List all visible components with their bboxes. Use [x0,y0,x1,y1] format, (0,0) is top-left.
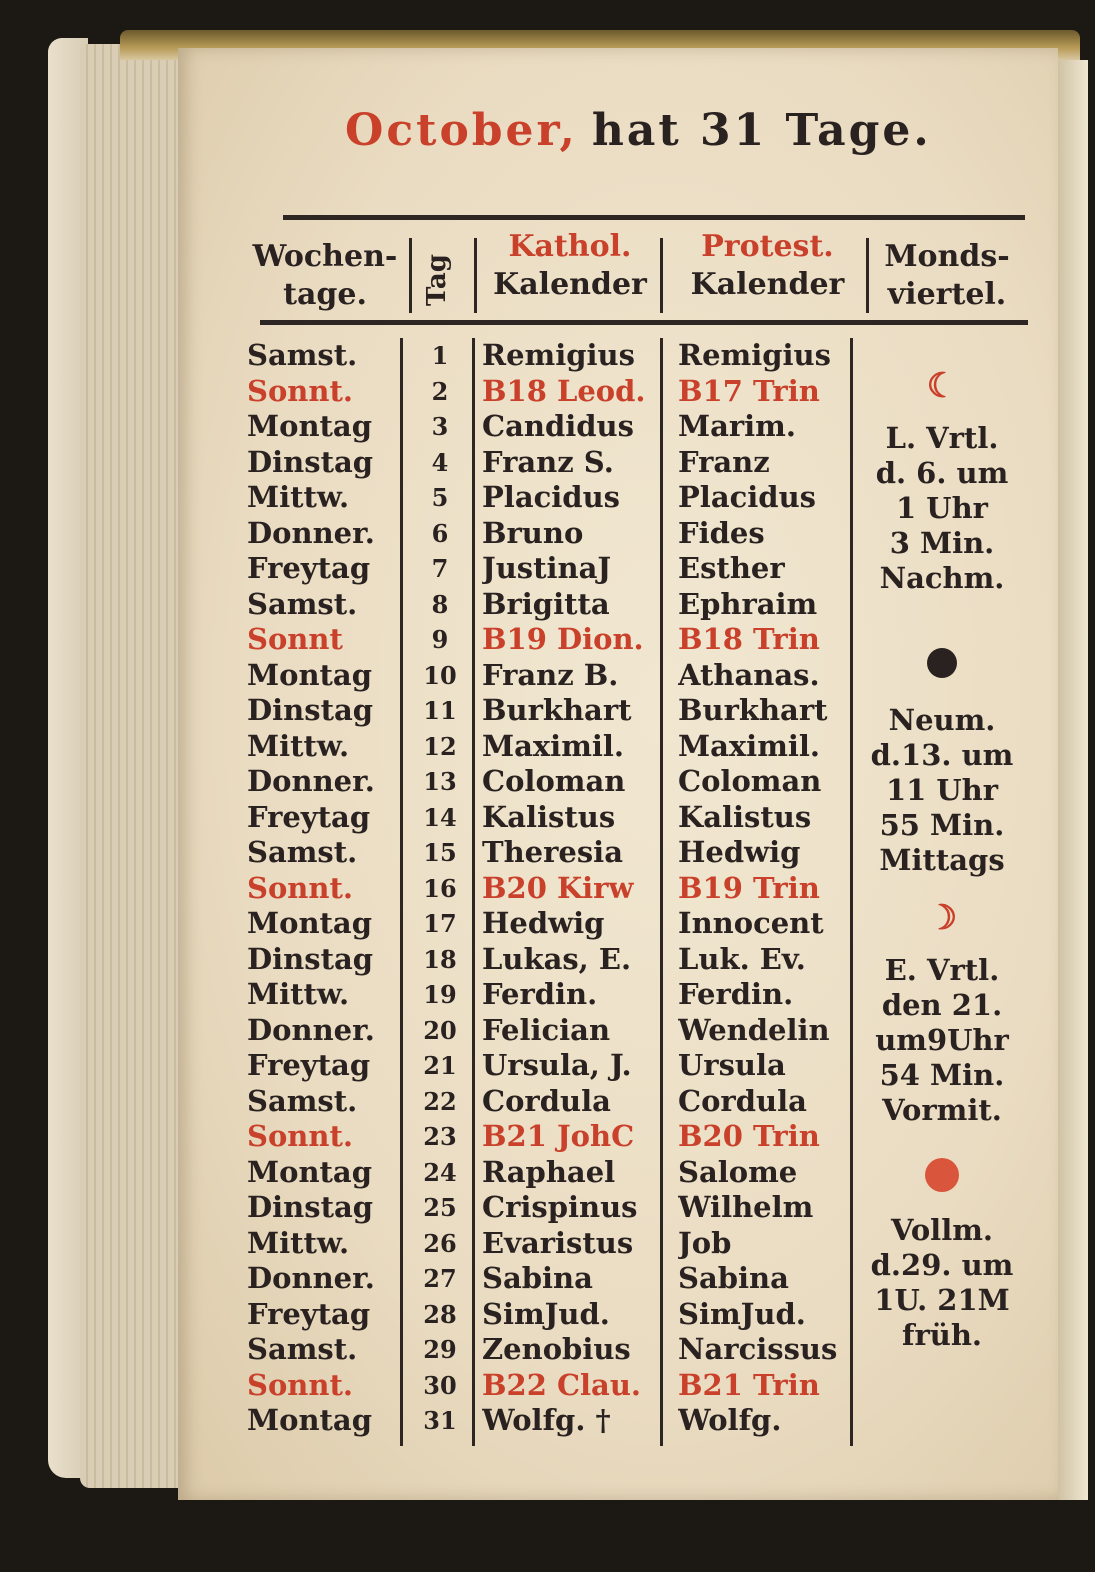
catholic-saint-cell: B21 JohC [482,1119,635,1153]
protestant-saint-cell: Franz [678,444,770,479]
day-number-cell: 29 [423,1335,457,1364]
catholic-saint-cell: Ursula, J. [482,1048,632,1082]
divider-h4 [866,238,869,313]
day-number-cell: 1 [431,341,449,370]
catholic-saint-cell: Crispinus [482,1190,638,1224]
catholic-saint-cell: Burkhart [482,693,632,727]
moon-phase-line: Vormit. [882,1093,1002,1127]
protestant-saint-cell: Hedwig [678,835,801,869]
catholic-saint-cell: Ferdin. [482,977,598,1011]
day-number-cell: 7 [431,554,449,583]
moon-phase-line: d. 6. um [875,456,1009,490]
protestant-saint-cell: Wilhelm [678,1190,814,1224]
header-protest [680,228,855,304]
protestant-saint-cell: Job [678,1225,732,1260]
weekday-cell: Sonnt. [247,1367,353,1402]
weekday-cell: Samst. [247,1083,358,1118]
moon-phase-text [862,1213,1022,1353]
divider-h1 [409,238,412,313]
moon-phase-line: d.29. um [870,1248,1014,1282]
day-number-cell: 16 [423,873,457,903]
weekday-cell: Sonnt [247,622,343,656]
catholic-calendar-column [482,338,657,1439]
weekday-cell: Mittw. [247,480,350,514]
catholic-saint-cell: B22 Clau. [482,1367,642,1402]
header-wochentage: Wochen- tage. [252,239,398,312]
day-number-cell: 6 [431,518,449,548]
catholic-saint-cell: Zenobius [482,1332,631,1366]
divider-h3 [660,238,663,313]
catholic-saint-cell: JustinaJ [482,551,612,585]
catholic-saint-cell: B18 Leod. [482,373,646,408]
weekday-cell: Samst. [247,586,358,621]
protestant-saint-cell: Innocent [678,906,824,940]
moon-phase-text [862,703,1022,878]
protestant-saint-cell: Sabina [678,1261,789,1295]
day-number-cell: 31 [423,1406,457,1435]
weekday-cell: Donner. [247,764,375,798]
catholic-saint-cell: Franz B. [482,657,619,692]
weekday-cell: Dinstag [247,1190,374,1224]
last-quarter-icon: ☾ [926,366,958,406]
catholic-saint-cell: Placidus [482,480,620,514]
day-number-cell: 22 [423,1086,457,1116]
protestant-saint-cell: Ephraim [678,586,818,621]
day-number-cell: 4 [431,447,449,477]
weekday-column [247,338,397,1439]
protestant-saint-cell: B17 Trin [678,373,820,408]
full-moon-icon [925,1158,959,1192]
day-number-cell: 26 [423,1228,457,1258]
catholic-saint-cell: Hedwig [482,906,605,940]
header-kathol-bottom: Kalender [493,267,647,302]
day-number-cell: 19 [423,980,457,1009]
protestant-saint-cell: Salome [678,1154,798,1189]
weekday-cell: Dinstag [247,444,374,479]
header-tag: Tag [422,254,452,306]
catholic-saint-cell: Felician [482,1012,611,1047]
day-number-cell: 18 [423,944,457,974]
protestant-saint-cell: Marim. [678,409,796,443]
protestant-saint-cell: B20 Trin [678,1119,820,1153]
protestant-saint-cell: Ferdin. [678,977,794,1011]
weekday-cell: Freytag [247,1048,371,1082]
divider-col3 [660,338,663,1446]
divider-col2 [472,338,475,1446]
divider-h2 [474,238,477,313]
title-days: hat 31 Tage. [591,105,932,156]
moon-phase-line: früh. [901,1318,983,1352]
catholic-saint-cell: SimJud. [482,1296,610,1331]
day-number-cell: 27 [423,1264,457,1293]
weekday-cell: Montag [247,657,372,692]
protestant-saint-cell: B21 Trin [678,1367,820,1402]
catholic-saint-cell: Brigitta [482,586,610,621]
protestant-saint-cell: SimJud. [678,1296,806,1331]
moon-phase-line: den 21. [881,988,1003,1022]
weekday-cell: Mittw. [247,977,350,1011]
protestant-saint-cell: Esther [678,551,785,585]
protestant-saint-cell: Coloman [678,764,822,798]
weekday-cell: Dinstag [247,941,374,976]
day-number-cell: 28 [423,1299,457,1329]
weekday-cell: Sonnt. [247,1119,353,1153]
header-kathol-top: Kathol. [508,229,632,264]
protestant-saint-cell: Maximil. [678,728,821,763]
weekday-cell: Freytag [247,551,371,585]
day-number-cell: 24 [423,1157,457,1187]
catholic-saint-cell: Theresia [482,835,623,869]
moon-phase-line: E. Vrtl. [884,953,1000,987]
day-number-cell: 21 [423,1051,457,1080]
divider-col1 [400,338,403,1446]
right-page-edge [1058,60,1088,1500]
protestant-saint-cell: Narcissus [678,1332,838,1366]
weekday-cell: Sonnt. [247,870,353,905]
header-protest-top: Protest. [701,229,834,264]
day-number-cell: 2 [431,376,449,406]
moon-phase-line: 55 Min. [879,808,1005,842]
protestant-saint-cell: Placidus [678,480,816,514]
moon-phase-text [862,421,1022,596]
weekday-cell: Mittw. [247,728,350,763]
moon-phase-line: Mittags [879,843,1005,877]
day-number-cell: 30 [423,1370,457,1400]
day-number-cell: 23 [423,1122,457,1151]
day-number-cell: 8 [431,589,449,619]
protestant-saint-cell: Ursula [678,1048,786,1082]
day-number-column [410,338,470,1439]
day-number-cell: 9 [431,625,449,654]
moon-phase-text [862,953,1022,1128]
weekday-cell: Montag [247,1403,372,1437]
header-top-rule [283,215,1025,220]
protestant-saint-cell: Luk. Ev. [678,941,806,976]
weekday-cell: Donner. [247,1261,375,1295]
day-number-cell: 20 [423,1015,457,1045]
catholic-saint-cell: Sabina [482,1261,593,1295]
catholic-saint-cell: Coloman [482,764,626,798]
protestant-saint-cell: Wolfg. [678,1403,782,1437]
weekday-cell: Donner. [247,515,375,550]
weekday-cell: Sonnt. [247,373,353,408]
catholic-saint-cell: Bruno [482,515,584,550]
moon-phase-line: 11 Uhr [885,773,999,807]
catholic-saint-cell: Franz S. [482,444,614,479]
weekday-cell: Mittw. [247,1225,350,1260]
catholic-saint-cell: Wolfg. † [482,1403,611,1437]
protestant-saint-cell: B18 Trin [678,622,820,656]
day-number-cell: 17 [423,909,457,938]
new-moon-icon [927,648,957,678]
catholic-saint-cell: Lukas, E. [482,941,632,976]
protestant-saint-cell: B19 Trin [678,870,820,905]
page-stack [80,44,190,1488]
weekday-cell: Samst. [247,1332,358,1366]
catholic-saint-cell: B20 Kirw [482,870,634,905]
catholic-saint-cell: Remigius [482,338,635,372]
weekday-cell: Montag [247,1154,372,1189]
catholic-saint-cell: Candidus [482,409,634,443]
protestant-saint-cell: Remigius [678,338,831,372]
catholic-saint-cell: Raphael [482,1154,616,1189]
day-number-cell: 11 [423,696,457,725]
moon-phase-line: Nachm. [879,561,1005,595]
weekday-cell: Donner. [247,1012,375,1047]
weekday-cell: Samst. [247,338,358,372]
protestant-saint-cell: Burkhart [678,693,828,727]
weekday-cell: Montag [247,409,372,443]
moon-phase-line: 54 Min. [879,1058,1005,1092]
day-number-cell: 10 [423,660,457,690]
day-number-cell: 5 [431,483,449,512]
moon-phase-line: 1U. 21M [874,1283,1010,1317]
day-number-cell: 15 [423,838,457,867]
weekday-cell: Freytag [247,1296,371,1331]
day-number-cell: 25 [423,1193,457,1222]
protestant-saint-cell: Kalistus [678,799,812,834]
weekday-cell: Samst. [247,835,358,869]
protestant-saint-cell: Fides [678,515,765,550]
day-number-cell: 13 [423,767,457,796]
moon-phase-line: L. Vrtl. [885,421,999,455]
moon-phase-line: Neum. [888,703,996,737]
moon-phase-line: um9Uhr [875,1023,1009,1057]
moon-phase-line: 3 Min. [889,526,995,560]
day-number-cell: 14 [423,802,457,832]
protestant-saint-cell: Athanas. [678,657,820,692]
catholic-saint-cell: Kalistus [482,799,616,834]
catholic-saint-cell: Evaristus [482,1225,634,1260]
weekday-cell: Dinstag [247,693,374,727]
moon-phase-line: Vollm. [891,1213,993,1247]
protestant-saint-cell: Wendelin [678,1012,830,1047]
protestant-saint-cell: Cordula [678,1083,807,1118]
title-month: October, [345,105,578,156]
protestant-calendar-column [678,338,853,1439]
moon-phase-line: 1 Uhr [896,491,988,525]
page-title [345,105,932,156]
header-mondsviertel: Monds- viertel. [884,239,1010,312]
day-number-cell: 12 [423,731,457,761]
moon-phase-line: d.13. um [870,738,1014,772]
header-protest-bottom: Kalender [690,267,845,302]
header-bottom-rule [260,320,1028,325]
header-kathol [485,228,655,304]
weekday-cell: Montag [247,906,372,940]
catholic-saint-cell: B19 Dion. [482,622,644,656]
catholic-saint-cell: Maximil. [482,728,625,763]
catholic-saint-cell: Cordula [482,1083,611,1118]
first-quarter-icon: ☽ [926,898,958,938]
day-number-cell: 3 [431,412,449,441]
weekday-cell: Freytag [247,799,371,834]
